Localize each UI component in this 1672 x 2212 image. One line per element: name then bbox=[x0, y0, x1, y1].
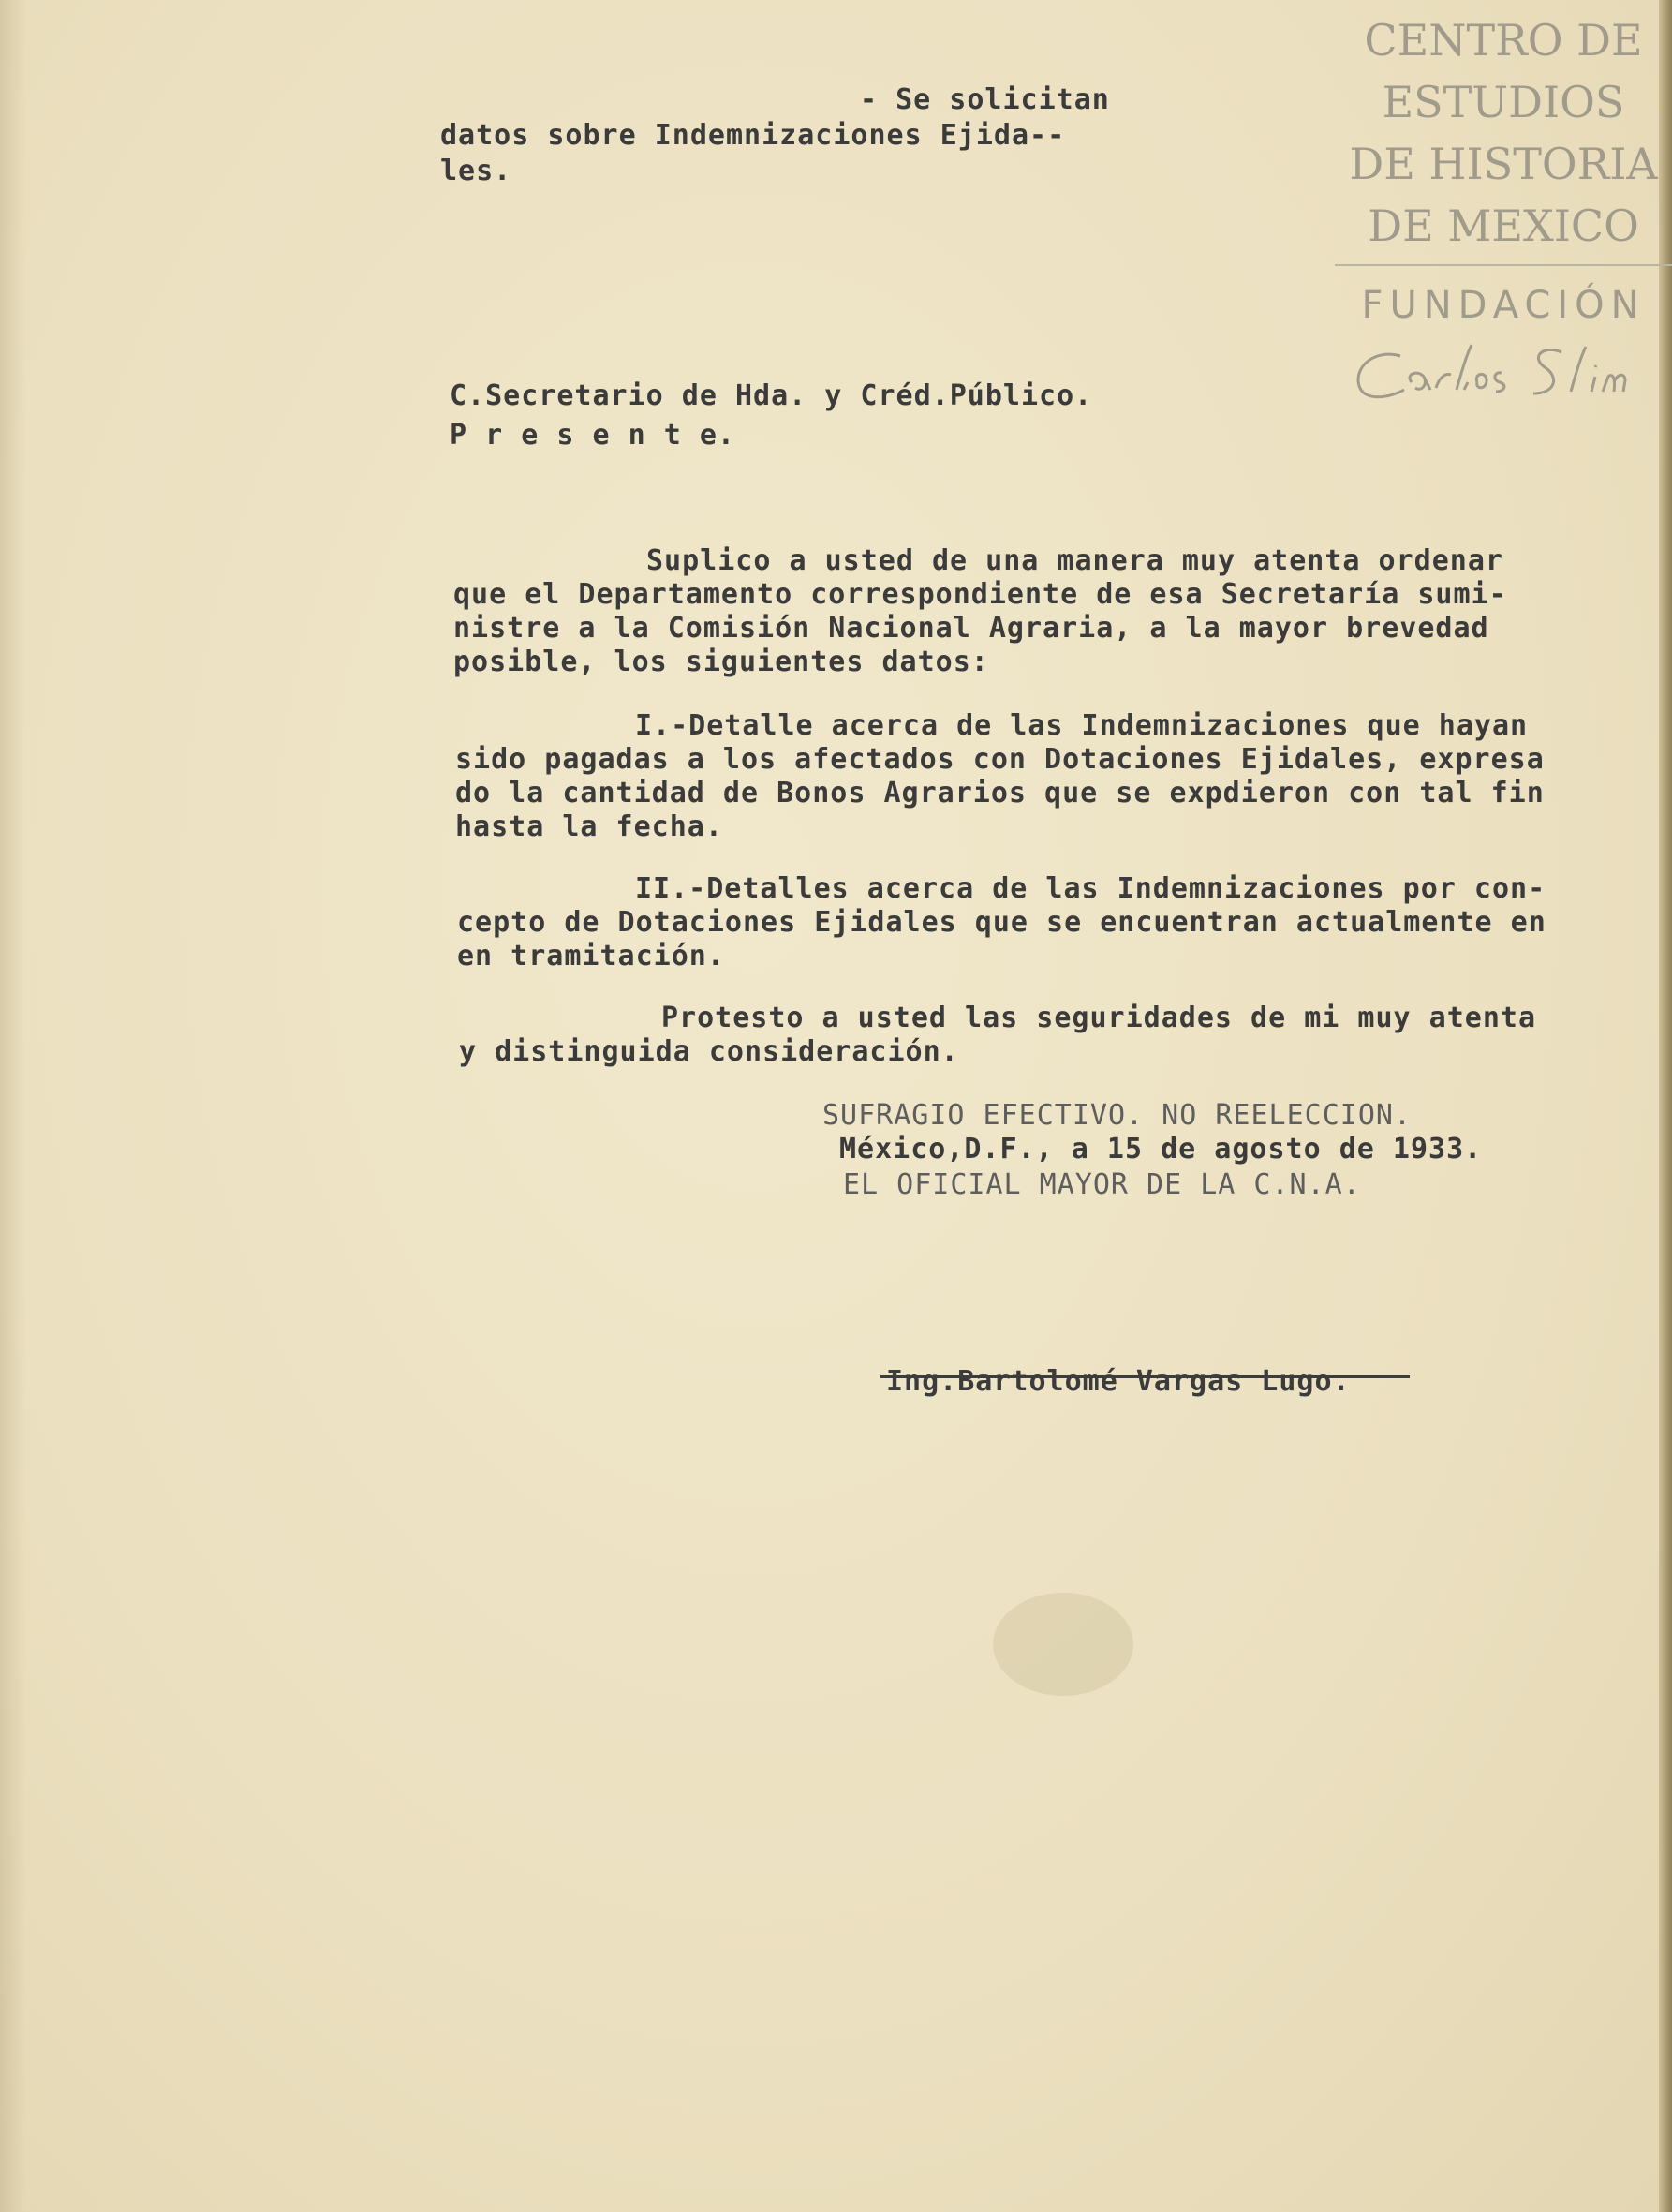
watermark-line: ESTUDIOS bbox=[1382, 77, 1625, 127]
watermark-line: DE MEXICO bbox=[1368, 200, 1639, 251]
body-line: posible, los siguientes datos: bbox=[453, 646, 989, 678]
watermark-divider bbox=[1335, 264, 1672, 266]
watermark-line: CENTRO DE bbox=[1364, 15, 1643, 66]
item-line: en tramitación. bbox=[457, 940, 725, 972]
body-line: nistre a la Comisión Nacional Agraria, a la mayor brevedad bbox=[453, 612, 1489, 645]
signature-strike-line bbox=[880, 1375, 1410, 1378]
smudge bbox=[993, 1593, 1133, 1696]
body-line: Suplico a usted de una manera muy atenta ordenar bbox=[646, 544, 1503, 577]
signature-logo-icon bbox=[1346, 335, 1655, 410]
item-line: I.-Detalle acerca de las Indemnizaciones que hayan bbox=[635, 709, 1529, 742]
watermark-line: DE HISTORIA bbox=[1349, 139, 1658, 189]
closing-line: Protesto a usted las seguridades de mi muy atenta bbox=[661, 1002, 1537, 1034]
item-line: cepto de Dotaciones Ejidales que se encuentran actualmente en bbox=[457, 906, 1546, 939]
signatory-name: Ing.Bartolomé Vargas Lugo. bbox=[886, 1365, 1351, 1398]
watermark-signature-logo bbox=[1335, 332, 1672, 422]
motto: SUFRAGIO EFECTIVO. NO REELECCION. bbox=[822, 1099, 1413, 1132]
officer-title: EL OFICIAL MAYOR DE LA C.N.A. bbox=[843, 1168, 1361, 1201]
subject-line: - Se solicitan bbox=[860, 83, 1110, 116]
page-shadow bbox=[0, 0, 26, 2212]
item-line: hasta la fecha. bbox=[455, 810, 723, 843]
subject-line: les. bbox=[440, 155, 512, 187]
recipient-line: C.Secretario de Hda. y Créd.Público. bbox=[450, 379, 1093, 412]
recipient-line: P r e s e n t e. bbox=[450, 419, 735, 452]
archive-watermark bbox=[1335, 9, 1672, 422]
body-line: que el Departamento correspondiente de esa Secretaría sumi- bbox=[453, 578, 1507, 611]
item-line: sido pagadas a los afectados con Dotaciones Ejidales, expresa bbox=[455, 743, 1545, 776]
closing-line: y distinguida consideración. bbox=[459, 1035, 959, 1068]
place-date: México,D.F., a 15 de agosto de 1933. bbox=[839, 1133, 1483, 1165]
watermark-foundation: FUNDACIÓN bbox=[1361, 284, 1646, 327]
item-line: II.-Detalles acerca de las Indemnizaciones por con- bbox=[635, 872, 1546, 905]
subject-line: datos sobre Indemnizaciones Ejida-- bbox=[440, 119, 1066, 152]
item-line: do la cantidad de Bonos Agrarios que se expdieron con tal fin bbox=[455, 777, 1545, 809]
